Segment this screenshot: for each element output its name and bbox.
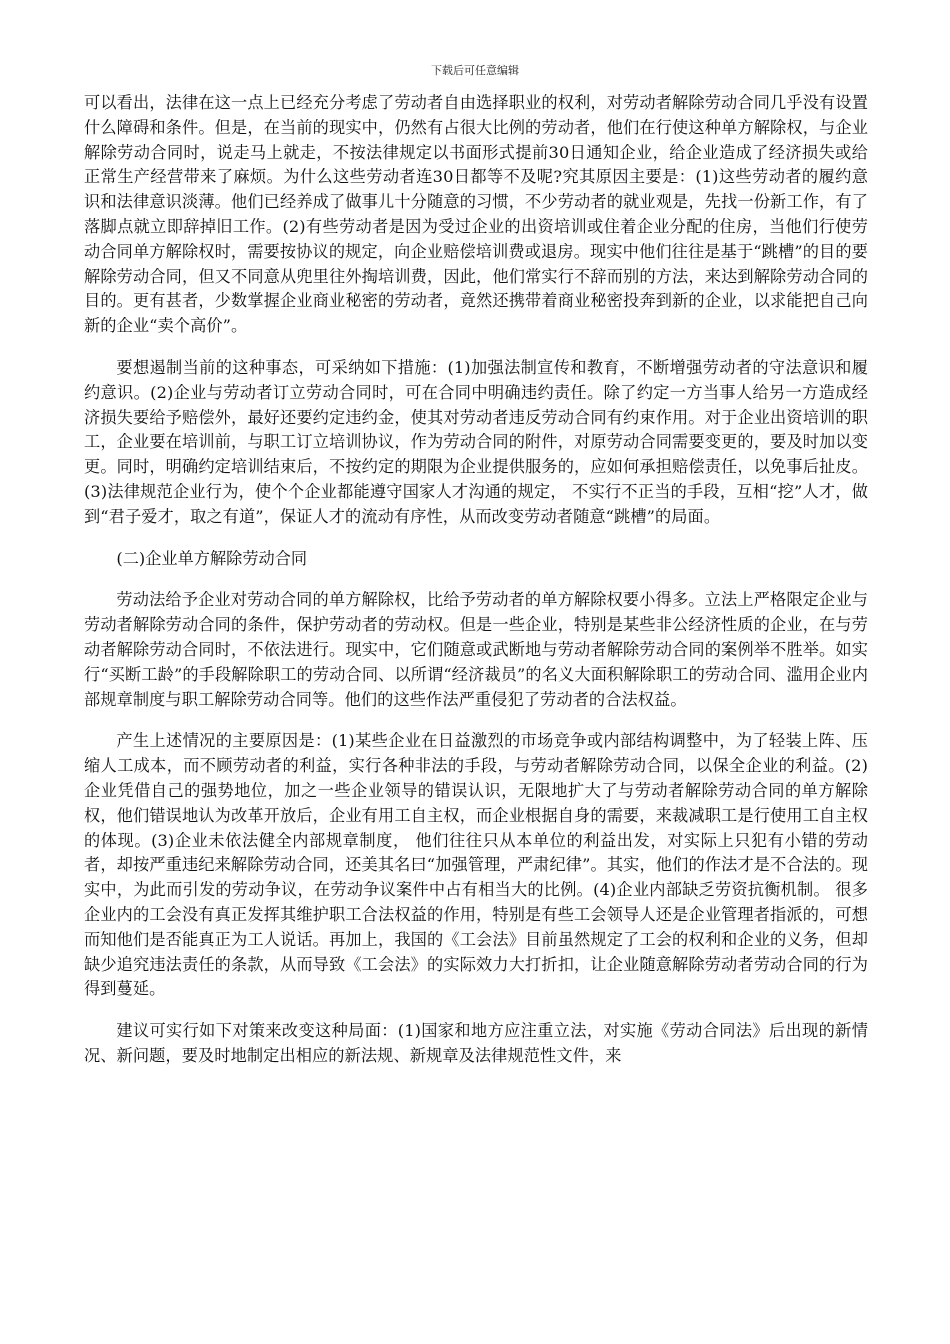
paragraph-3: 劳动法给予企业对劳动合同的单方解除权，比给予劳动者的单方解除权要小得多。立法上严格限定企业与劳动者解除劳动合同的条件，保护劳动者的劳动权。但是一些企业，特别是某些非公经济性质的企业，在与劳动者解除劳动合同时，不依法进行。现实中，它们随意或武断地与劳动者解除劳动合同的案例举不胜举。如实行“买断工龄”的手段解除职工的劳动合同、以所谓“经济裁员”的名义大面积解除职工的劳动合同、滥用企业内部规章制度与职工解除劳动合同等。他们的这些作法严重侵犯了劳动者的合法权益。	[84, 590, 868, 709]
paragraph-4: 产生上述情况的主要原因是：(1)某些企业在日益激烈的市场竞争或内部结构调整中，为了轻装上阵、压缩人工成本，而不顾劳动者的利益，实行各种非法的手段，与劳动者解除劳动合同，以保全企业的利益。(2)企业凭借自己的强势地位，加之一些企业领导的错误认识，无限地扩大了与劳动者解除劳动合同的单方解除权，他们错误地认为改革开放后，企业有用工自主权，而企业根据自身的需要，来裁减职工是行使用工自主权的体现。(3)企业未依法健全内部规章制度， 他们往往只从本单位的利益出发，对实际上只犯有小错的劳动者，却按严重违纪来解除劳动合同，还美其名曰“加强管理，严肃纪律”。其实，他们的作法才是不合法的。现实中，为此而引发的劳动争议，在劳动争议案件中占有相当大的比例。(4)企业内部缺乏劳资抗衡机制。 很多企业内的工会没有真正发挥其维护职工合法权益的作用，特别是有些工会领导人还是企业管理者指派的，可想而知他们是否能真正为工人说话。再加上，我国的《工会法》目前虽然规定了工会的权利和企业的义务，但却缺少追究违法责任的条款，从而导致《工会法》的实际效力大打折扣，让企业随意解除劳动者劳动合同的行为得到蔓延。	[84, 731, 868, 999]
paragraph-5: 建议可实行如下对策来改变这种局面：(1)国家和地方应注重立法，对实施《劳动合同法》后出现的新情况、新问题，要及时地制定出相应的新法规、新规章及法律规范性文件，来	[84, 1021, 868, 1065]
page-header-caption: 下载后可任意编辑	[431, 64, 519, 77]
paragraph-2: 要想遏制当前的这种事态，可采纳如下措施：(1)加强法制宣传和教育，不断增强劳动者的守法意识和履约意识。(2)企业与劳动者订立劳动合同时，可在合同中明确违约责任。除了约定一方当事人给另一方造成经济损失要给予赔偿外，最好还要约定违约金，使其对劳动者违反劳动合同有约束作用。对于企业出资培训的职工，企业要在培训前，与职工订立培训协议，作为劳动合同的附件，对原劳动合同需要变更的，要及时加以变更。同时，明确约定培训结束后，不按约定的期限为企业提供服务的，应如何承担赔偿责任，以免事后扯皮。(3)法律规范企业行为，使个个企业都能遵守国家人才沟通的规定， 不实行不正当的手段，互相“挖”人才，做到“君子爱才，取之有道”，保证人才的流动有序性，从而改变劳动者随意“跳槽”的局面。	[84, 357, 868, 526]
paragraph-1: 可以看出，法律在这一点上已经充分考虑了劳动者自由选择职业的权利，对劳动者解除劳动合同几乎没有设置什么障碍和条件。但是，在当前的现实中，仍然有占很大比例的劳动者，他们在行使这种单方解除权，与企业解除劳动合同时，说走马上就走，不按法律规定以书面形式提前30日通知企业，给企业造成了经济损失或给正常生产经营带来了麻烦。为什么这些劳动者连30日都等不及呢?究其原因主要是：(1)这些劳动者的履约意识和法律意识淡薄。他们已经养成了做事儿十分随意的习惯，不少劳动者的就业观是，先找一份新工作，有了落脚点就立即辞掉旧工作。(2)有些劳动者是因为受过企业的出资培训或住着企业分配的住房，当他们行使劳动合同单方解除权时，需要按协议的规定，向企业赔偿培训费或退房。现实中他们往往是基于“跳槽”的目的要解除劳动合同，但又不同意从兜里往外掏培训费，因此，他们常实行不辞而别的方法，来达到解除劳动合同的目的。更有甚者，少数掌握企业商业秘密的劳动者，竟然还携带着商业秘密投奔到新的企业，以求能把自己向新的企业“卖个高价”。	[84, 93, 868, 336]
section-heading: (二)企业单方解除劳动合同	[116, 548, 308, 568]
document-body	[84, 91, 868, 1069]
